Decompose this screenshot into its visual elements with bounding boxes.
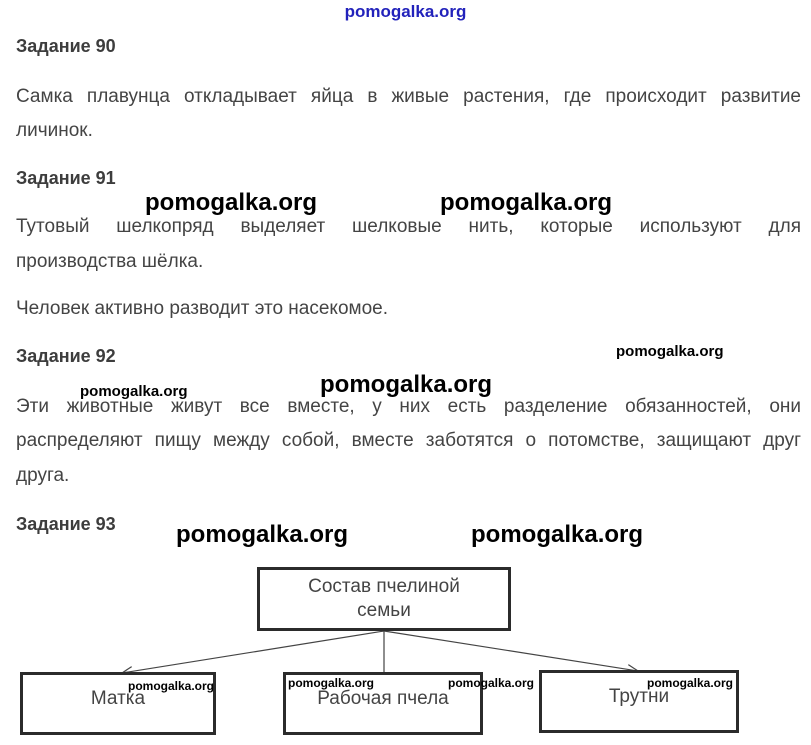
diagram-root-box xyxy=(257,567,511,631)
watermark-11: pomogalka.org xyxy=(647,676,734,690)
task-92-line-2: распределяют пищу между собой, вместе заботятся о потомстве, защищают друг xyxy=(16,430,801,451)
task-90-line-2: личинок. xyxy=(16,120,93,141)
task-92-heading: Задание 92 xyxy=(16,346,116,366)
site-header-link[interactable]: pomogalka.org xyxy=(344,2,467,21)
task-91-extra: Человек активно разводит это насекомое. xyxy=(16,298,388,319)
task-91-line-1: Тутовый шелкопряд выделяет шелковые нить, которые используют для xyxy=(16,216,801,237)
watermark-8: pomogalka.org xyxy=(128,679,215,693)
diagram-root-line-2: семьи xyxy=(357,600,411,621)
arrow-to-drones xyxy=(384,631,638,671)
watermark-9: pomogalka.org xyxy=(288,676,375,690)
diagram-root-line-1: Состав пчелиной xyxy=(308,576,460,597)
diagram-node-queen-label: Матка xyxy=(90,688,146,709)
arrow-to-queen xyxy=(122,631,384,673)
watermark-3: pomogalka.org xyxy=(616,343,724,360)
watermark-7: pomogalka.org xyxy=(471,521,644,548)
watermark-4: pomogalka.org xyxy=(80,383,188,400)
task-90-heading: Задание 90 xyxy=(16,36,116,56)
task-92-line-3: друга. xyxy=(16,465,70,486)
watermark-1: pomogalka.org xyxy=(145,189,318,216)
diagram-node-worker-label: Рабочая пчела xyxy=(317,688,449,709)
task-91-heading: Задание 91 xyxy=(16,168,116,188)
task-92-line-1: Эти животные живут все вместе, у них есть разделение обязанностей, они xyxy=(16,396,801,417)
task-90-line-1: Самка плавунца откладывает яйца в живые растения, где происходит развитие xyxy=(16,86,801,107)
watermark-2: pomogalka.org xyxy=(440,189,613,216)
task-93-heading: Задание 93 xyxy=(16,514,116,534)
task-91-line-2: производства шёлка. xyxy=(16,251,204,272)
diagram-node-drones-label: Трутни xyxy=(608,686,670,707)
watermark-5: pomogalka.org xyxy=(320,371,493,398)
watermark-6: pomogalka.org xyxy=(176,521,349,548)
watermark-10: pomogalka.org xyxy=(448,676,535,690)
